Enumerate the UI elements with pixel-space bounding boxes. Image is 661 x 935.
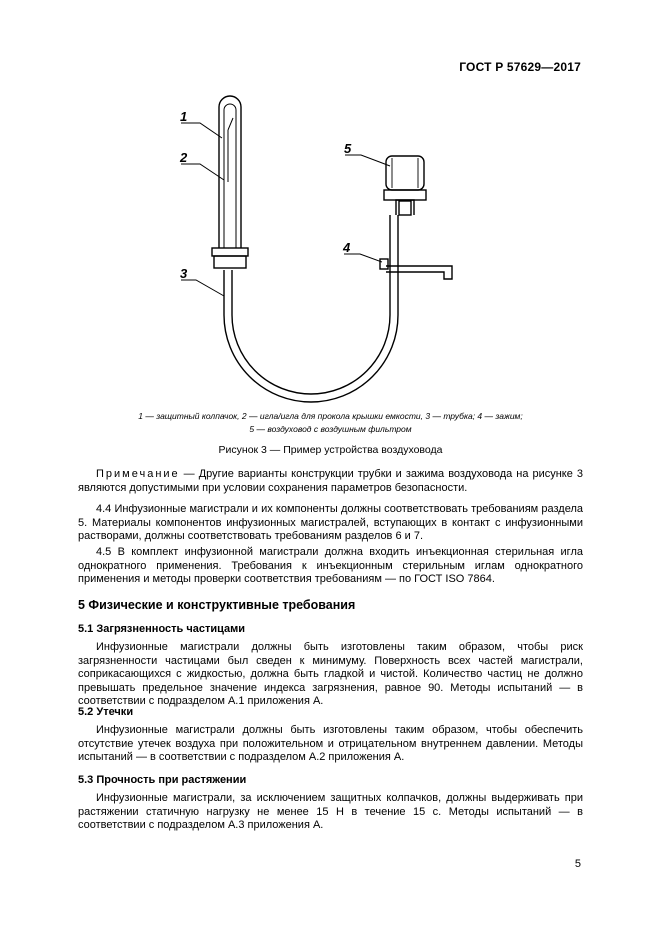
page-number: 5 (574, 858, 581, 870)
subsection-5-2-text: Инфузионные магистрали должны быть изготовлены таким образом, чтобы обеспечить отсутствие утечек воздуха при положительном и отрицательном внутреннем давлении. Методы испытаний — в соответствии с подразделом А.2 приложения А. (78, 724, 583, 763)
note-text: — Другие варианты конструкции трубки и зажима воздуховода на рисунке 3 являются допустимыми при условии сохранения параметров безопасности. (78, 468, 583, 494)
callout-3: 3 (180, 266, 188, 281)
document-code: ГОСТ Р 57629—2017 (459, 60, 581, 74)
legend-line-1: 1 — защитный колпачок, 2 — игла/игла для прокола крышки емкости, 3 — трубка; 4 — зажим; (138, 411, 523, 421)
needle-hub (212, 248, 248, 256)
figure-caption: Рисунок 3 — Пример устройства воздуховода (218, 444, 443, 456)
tube-outer (224, 215, 398, 402)
vent-collar (384, 190, 426, 200)
vent-cap-ribs (392, 158, 418, 188)
needle-tip (228, 118, 233, 182)
note-paragraph (78, 468, 583, 495)
subsection-5-2-title: 5.2 Утечки (78, 706, 134, 718)
callout-2: 2 (180, 150, 188, 165)
subsection-5-3-title: 5.3 Прочность при растяжении (78, 774, 247, 786)
clamp-knob (380, 259, 388, 269)
leader-line-1 (181, 123, 222, 138)
callout-1: 1 (180, 109, 188, 124)
leader-line-4 (344, 254, 382, 262)
paragraph-4-4: 4.4 Инфузионные магистрали и их компоненты должны соответствовать требованиям раздела 5. Материалы компонентов инфузионных магистралей, вступающих в контакт с инфузионными растворами, должны соответствовать требованиям разделов 6 и 7. (78, 503, 583, 542)
leader-line-5 (345, 155, 390, 166)
callout-5: 5 (344, 141, 352, 156)
needle-hub-lower (214, 256, 246, 268)
tube-inner (232, 215, 390, 394)
subsection-5-3-text: Инфузионные магистрали, за исключением защитных колпачков, должны выдерживать при растяжении статичную нагрузку не менее 15 Н в течение 15 с. Методы испытаний — в соответствии с подразделом А.3 приложения А. (78, 792, 583, 831)
figure-legend (60, 410, 601, 436)
clamp-body (386, 266, 452, 279)
section-5-title: 5 Физические и конструктивные требования (78, 598, 356, 612)
callout-4: 4 (343, 240, 351, 255)
subsection-5-1-title: 5.1 Загрязненность частицами (78, 623, 246, 635)
air-vent-device-figure (0, 0, 661, 410)
subsection-5-1-text: Инфузионные магистрали должны быть изготовлены таким образом, чтобы риск загрязненности частицами был сведен к минимуму. Поверхность всех частей магистрали, соприкасающихся с жидкостью, должна быть гладкой и чистой. Количество частиц не должно превышать предельное значение индекса загрязнения, равное 90. Методы испытаний — в соответствии с подразделом А.1 приложения А. (78, 641, 583, 707)
note-label: Примечание (96, 468, 180, 480)
paragraph-4-5: 4.5 В комплект инфузионной магистрали должна входить инъекционная стерильная игла однократного применения. Требования к инъекционным стерильным иглам однократного применения и методы проверки соответствия требованиям — по ГОСТ ISO 7864. (78, 546, 583, 585)
protective-cap (219, 96, 241, 248)
vent-tip (399, 201, 411, 215)
leader-line-3 (181, 280, 224, 296)
leader-line-2 (181, 164, 224, 180)
legend-line-2: 5 — воздуховод с воздушным фильтром (249, 424, 412, 434)
